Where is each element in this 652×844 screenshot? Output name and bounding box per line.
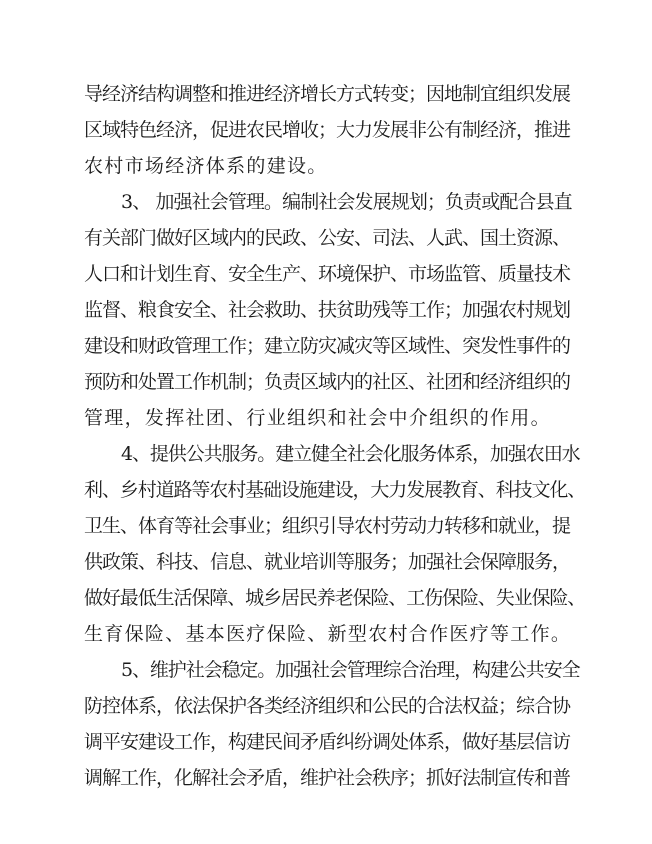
paragraph-line: 防控体系，依法保护各类经济组织和公民的合法权益；综合协 (84, 695, 571, 717)
paragraph-line: 监督、粮食安全、社会救助、扶贫助残等工作；加强农村规划 (84, 299, 571, 321)
paragraph-line: 调解工作，化解社会矛盾，维护社会秩序；抓好法制宣传和普 (84, 767, 571, 789)
paragraph-line: 做好最低生活保障、城乡居民养老保险、工伤保险、失业保险、 (84, 587, 586, 609)
paragraph-line: 3、 加强社会管理。编制社会发展规划；负责或配合县直 (121, 191, 572, 213)
paragraph-line: 管理，发挥社团、行业组织和社会中介组织的作用。 (84, 407, 551, 429)
paragraph-line: 区域特色经济，促进农民增收；大力发展非公有制经济，推进 (84, 119, 571, 141)
paragraph-line: 建设和财政管理工作；建立防灾减灾等区域性、突发性事件的 (84, 335, 571, 357)
paragraph-line: 预防和处置工作机制；负责区域内的社区、社团和经济组织的 (84, 371, 571, 393)
paragraph-line: 5、维护社会稳定。加强社会管理综合治理，构建公共安全 (121, 659, 580, 681)
paragraph-line: 调平安建设工作，构建民间矛盾纠纷调处体系，做好基层信访 (84, 731, 571, 753)
paragraph-line: 生育保险、基本医疗保险、新型农村合作医疗等工作。 (84, 623, 572, 645)
paragraph-line: 4、提供公共服务。建立健全社会化服务体系，加强农田水 (121, 443, 580, 465)
paragraph-line: 有关部门做好区域内的民政、公安、司法、人武、国土资源、 (84, 227, 571, 249)
paragraph-line: 供政策、科技、信息、就业培训等服务；加强社会保障服务， (84, 551, 571, 573)
paragraph-line: 导经济结构调整和推进经济增长方式转变；因地制宜组织发展 (84, 83, 571, 105)
paragraph-line: 利、乡村道路等农村基础设施建设，大力发展教育、科技文化、 (84, 479, 586, 501)
paragraph-line: 人口和计划生育、安全生产、环境保护、市场监管、质量技术 (84, 263, 571, 285)
paragraph-line: 卫生、体育等社会事业；组织引导农村劳动力转移和就业，提 (84, 515, 571, 537)
paragraph-line: 农村市场经济体系的建设。 (84, 155, 328, 177)
